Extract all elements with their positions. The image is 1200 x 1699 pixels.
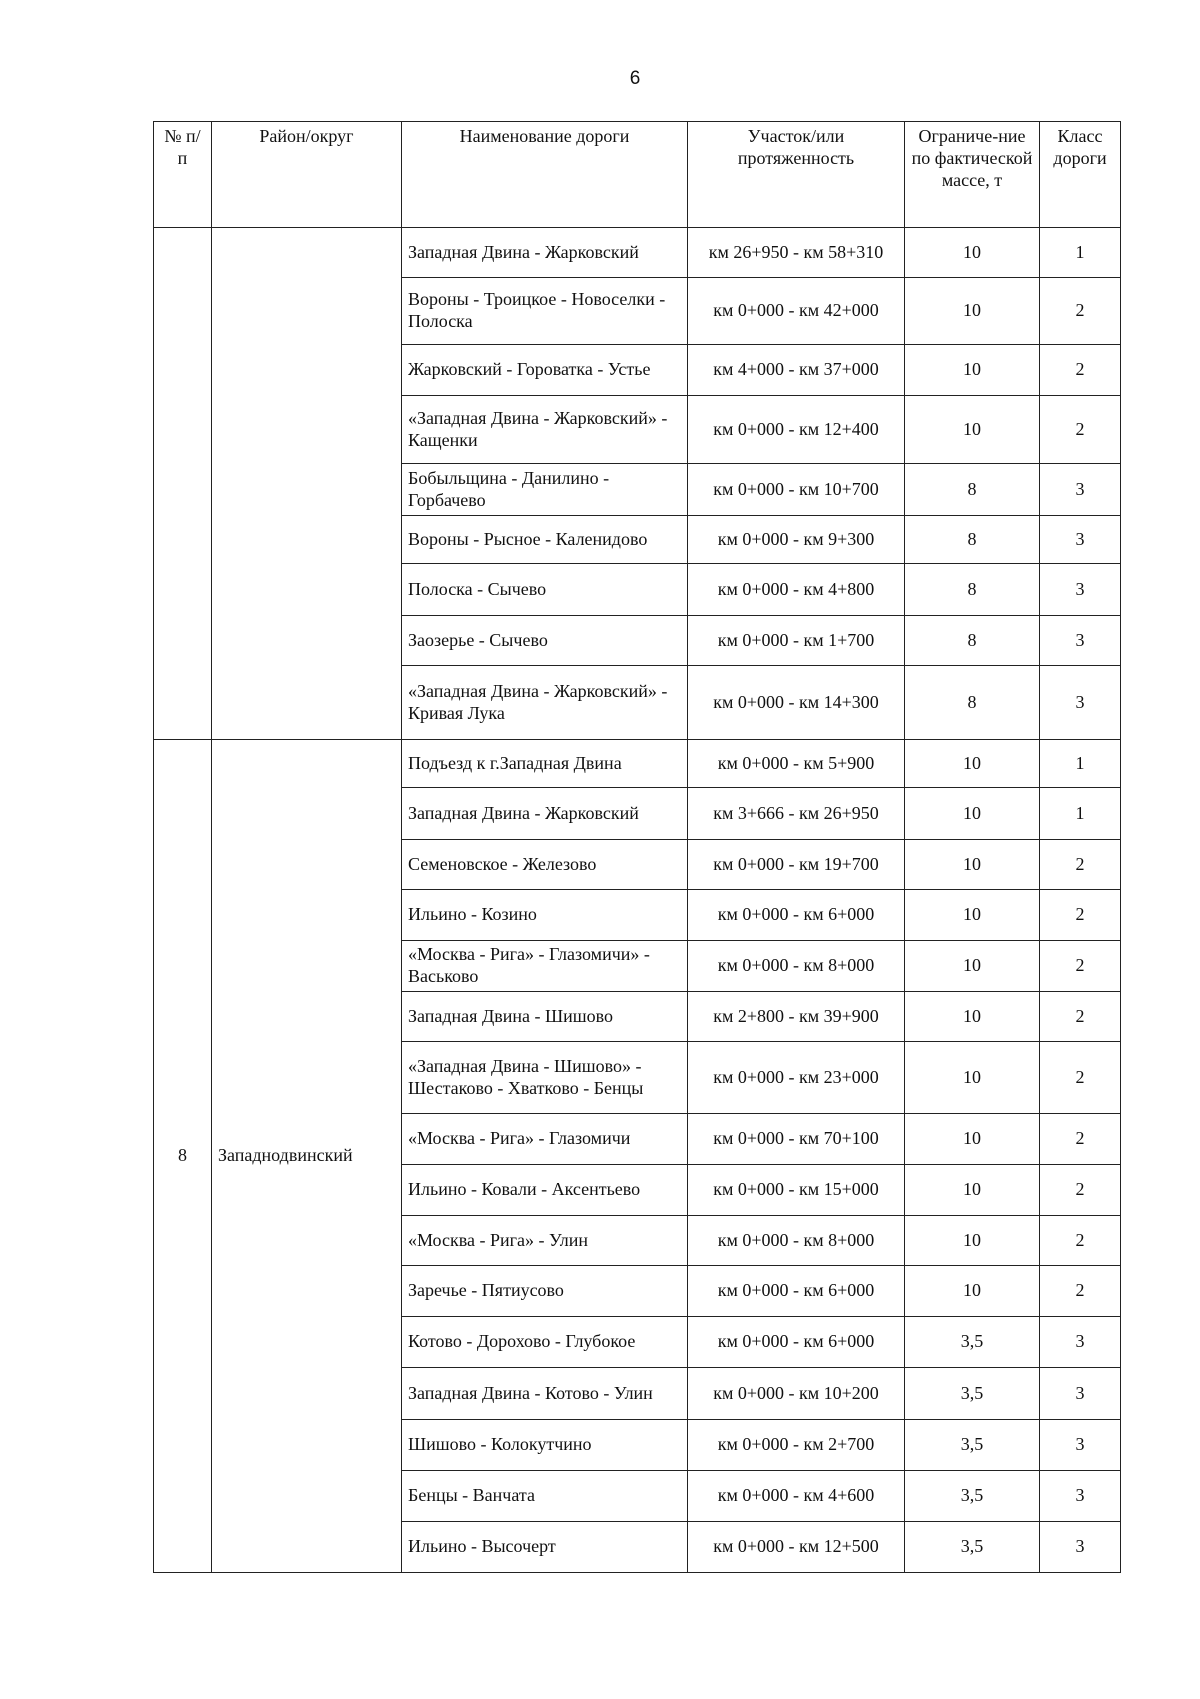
header-district: Район/округ: [212, 122, 402, 228]
mass-limit-cell: 3,5: [905, 1522, 1040, 1573]
segment-cell: км 2+800 - км 39+900: [688, 992, 905, 1042]
road-name-cell: Бобыльщина - Данилино - Горбачево: [402, 464, 688, 516]
road-class-cell: 2: [1040, 1114, 1121, 1165]
road-name-cell: Вороны - Троицкое - Новоселки - Полоска: [402, 278, 688, 345]
mass-limit-cell: 3,5: [905, 1317, 1040, 1368]
road-class-cell: 2: [1040, 1042, 1121, 1114]
table-row: [154, 740, 1121, 788]
road-name-cell: «Западная Двина - Жарковский» - Кащенки: [402, 396, 688, 464]
mass-limit-cell: 10: [905, 1114, 1040, 1165]
road-class-cell: 2: [1040, 396, 1121, 464]
road-class-cell: 3: [1040, 616, 1121, 666]
road-name-cell: «Москва - Рига» - Глазомичи: [402, 1114, 688, 1165]
segment-cell: км 0+000 - км 10+700: [688, 464, 905, 516]
header-number: № п/п: [154, 122, 212, 228]
segment-cell: км 0+000 - км 15+000: [688, 1165, 905, 1216]
mass-limit-cell: 3,5: [905, 1368, 1040, 1420]
segment-cell: км 0+000 - км 12+500: [688, 1522, 905, 1573]
mass-limit-cell: 10: [905, 278, 1040, 345]
mass-limit-cell: 10: [905, 1042, 1040, 1114]
road-name-cell: «Западная Двина - Шишово» - Шестаково - Хватково - Бенцы: [402, 1042, 688, 1114]
segment-cell: км 0+000 - км 1+700: [688, 616, 905, 666]
header-segment: Участок/или протяженность: [688, 122, 905, 228]
road-name-cell: Ильино - Высочерт: [402, 1522, 688, 1573]
mass-limit-cell: 3,5: [905, 1471, 1040, 1522]
mass-limit-cell: 10: [905, 228, 1040, 278]
road-class-cell: 3: [1040, 1317, 1121, 1368]
mass-limit-cell: 8: [905, 666, 1040, 740]
road-name-cell: Полоска - Сычево: [402, 564, 688, 616]
mass-limit-cell: 10: [905, 941, 1040, 992]
road-name-cell: Ильино - Ковали - Аксентьево: [402, 1165, 688, 1216]
mass-limit-cell: 10: [905, 890, 1040, 941]
mass-limit-cell: 10: [905, 345, 1040, 396]
road-class-cell: 3: [1040, 1368, 1121, 1420]
segment-cell: км 0+000 - км 6+000: [688, 890, 905, 941]
road-class-cell: 3: [1040, 1522, 1121, 1573]
road-class-cell: 2: [1040, 992, 1121, 1042]
road-name-cell: Семеновское - Железово: [402, 840, 688, 890]
road-name-cell: Заречье - Пятиусово: [402, 1266, 688, 1317]
mass-limit-cell: 10: [905, 788, 1040, 840]
segment-cell: км 26+950 - км 58+310: [688, 228, 905, 278]
header-road-class: Класс дороги: [1040, 122, 1121, 228]
mass-limit-cell: 10: [905, 740, 1040, 788]
segment-cell: км 0+000 - км 8+000: [688, 1216, 905, 1266]
road-class-cell: 3: [1040, 564, 1121, 616]
page-number: 6: [629, 68, 641, 89]
mass-limit-cell: 10: [905, 1165, 1040, 1216]
road-class-cell: 2: [1040, 890, 1121, 941]
mass-limit-cell: 10: [905, 992, 1040, 1042]
mass-limit-cell: 8: [905, 564, 1040, 616]
road-class-cell: 2: [1040, 1266, 1121, 1317]
road-class-cell: 2: [1040, 941, 1121, 992]
road-name-cell: Западная Двина - Шишово: [402, 992, 688, 1042]
road-class-cell: 2: [1040, 1216, 1121, 1266]
segment-cell: км 0+000 - км 9+300: [688, 516, 905, 564]
road-class-cell: 3: [1040, 464, 1121, 516]
segment-cell: км 0+000 - км 70+100: [688, 1114, 905, 1165]
road-name-cell: Заозерье - Сычево: [402, 616, 688, 666]
road-class-cell: 3: [1040, 666, 1121, 740]
segment-cell: км 0+000 - км 6+000: [688, 1317, 905, 1368]
road-name-cell: Вороны - Рысное - Каленидово: [402, 516, 688, 564]
segment-cell: км 0+000 - км 10+200: [688, 1368, 905, 1420]
road-name-cell: «Западная Двина - Жарковский» - Кривая Лука: [402, 666, 688, 740]
segment-cell: км 3+666 - км 26+950: [688, 788, 905, 840]
group-district: [212, 228, 402, 740]
road-name-cell: Западная Двина - Жарковский: [402, 788, 688, 840]
segment-cell: км 0+000 - км 5+900: [688, 740, 905, 788]
road-name-cell: Котово - Дорохово - Глубокое: [402, 1317, 688, 1368]
mass-limit-cell: 10: [905, 840, 1040, 890]
group-number: [154, 228, 212, 740]
road-class-cell: 3: [1040, 1471, 1121, 1522]
mass-limit-cell: 10: [905, 396, 1040, 464]
segment-cell: км 0+000 - км 4+600: [688, 1471, 905, 1522]
table-header: [154, 122, 1121, 228]
road-class-cell: 2: [1040, 345, 1121, 396]
segment-cell: км 0+000 - км 2+700: [688, 1420, 905, 1471]
road-class-cell: 3: [1040, 516, 1121, 564]
segment-cell: км 4+000 - км 37+000: [688, 345, 905, 396]
road-name-cell: «Москва - Рига» - Улин: [402, 1216, 688, 1266]
segment-cell: км 0+000 - км 19+700: [688, 840, 905, 890]
segment-cell: км 0+000 - км 4+800: [688, 564, 905, 616]
road-class-cell: 2: [1040, 278, 1121, 345]
road-name-cell: Ильино - Козино: [402, 890, 688, 941]
mass-limit-cell: 8: [905, 464, 1040, 516]
table-row: [154, 228, 1121, 278]
segment-cell: км 0+000 - км 14+300: [688, 666, 905, 740]
road-name-cell: «Москва - Рига» - Глазомичи» - Васьково: [402, 941, 688, 992]
road-name-cell: Западная Двина - Жарковский: [402, 228, 688, 278]
segment-cell: км 0+000 - км 8+000: [688, 941, 905, 992]
road-class-cell: 1: [1040, 228, 1121, 278]
road-name-cell: Западная Двина - Котово - Улин: [402, 1368, 688, 1420]
road-name-cell: Бенцы - Ванчата: [402, 1471, 688, 1522]
header-road-name: Наименование дороги: [402, 122, 688, 228]
road-class-cell: 3: [1040, 1420, 1121, 1471]
road-class-cell: 2: [1040, 840, 1121, 890]
header-mass-limit: Ограниче-ние по фактической массе, т: [905, 122, 1040, 228]
mass-limit-cell: 10: [905, 1216, 1040, 1266]
segment-cell: км 0+000 - км 23+000: [688, 1042, 905, 1114]
roads-table: [153, 121, 1121, 1573]
mass-limit-cell: 10: [905, 1266, 1040, 1317]
road-name-cell: Шишово - Колокутчино: [402, 1420, 688, 1471]
road-name-cell: Подъезд к г.Западная Двина: [402, 740, 688, 788]
road-class-cell: 2: [1040, 1165, 1121, 1216]
table-body: [154, 228, 1121, 1573]
segment-cell: км 0+000 - км 6+000: [688, 1266, 905, 1317]
road-name-cell: Жарковский - Гороватка - Устье: [402, 345, 688, 396]
group-district: Западнодвинский: [212, 740, 402, 1573]
mass-limit-cell: 8: [905, 616, 1040, 666]
mass-limit-cell: 8: [905, 516, 1040, 564]
group-number: 8: [154, 740, 212, 1573]
mass-limit-cell: 3,5: [905, 1420, 1040, 1471]
segment-cell: км 0+000 - км 12+400: [688, 396, 905, 464]
road-class-cell: 1: [1040, 740, 1121, 788]
segment-cell: км 0+000 - км 42+000: [688, 278, 905, 345]
road-class-cell: 1: [1040, 788, 1121, 840]
